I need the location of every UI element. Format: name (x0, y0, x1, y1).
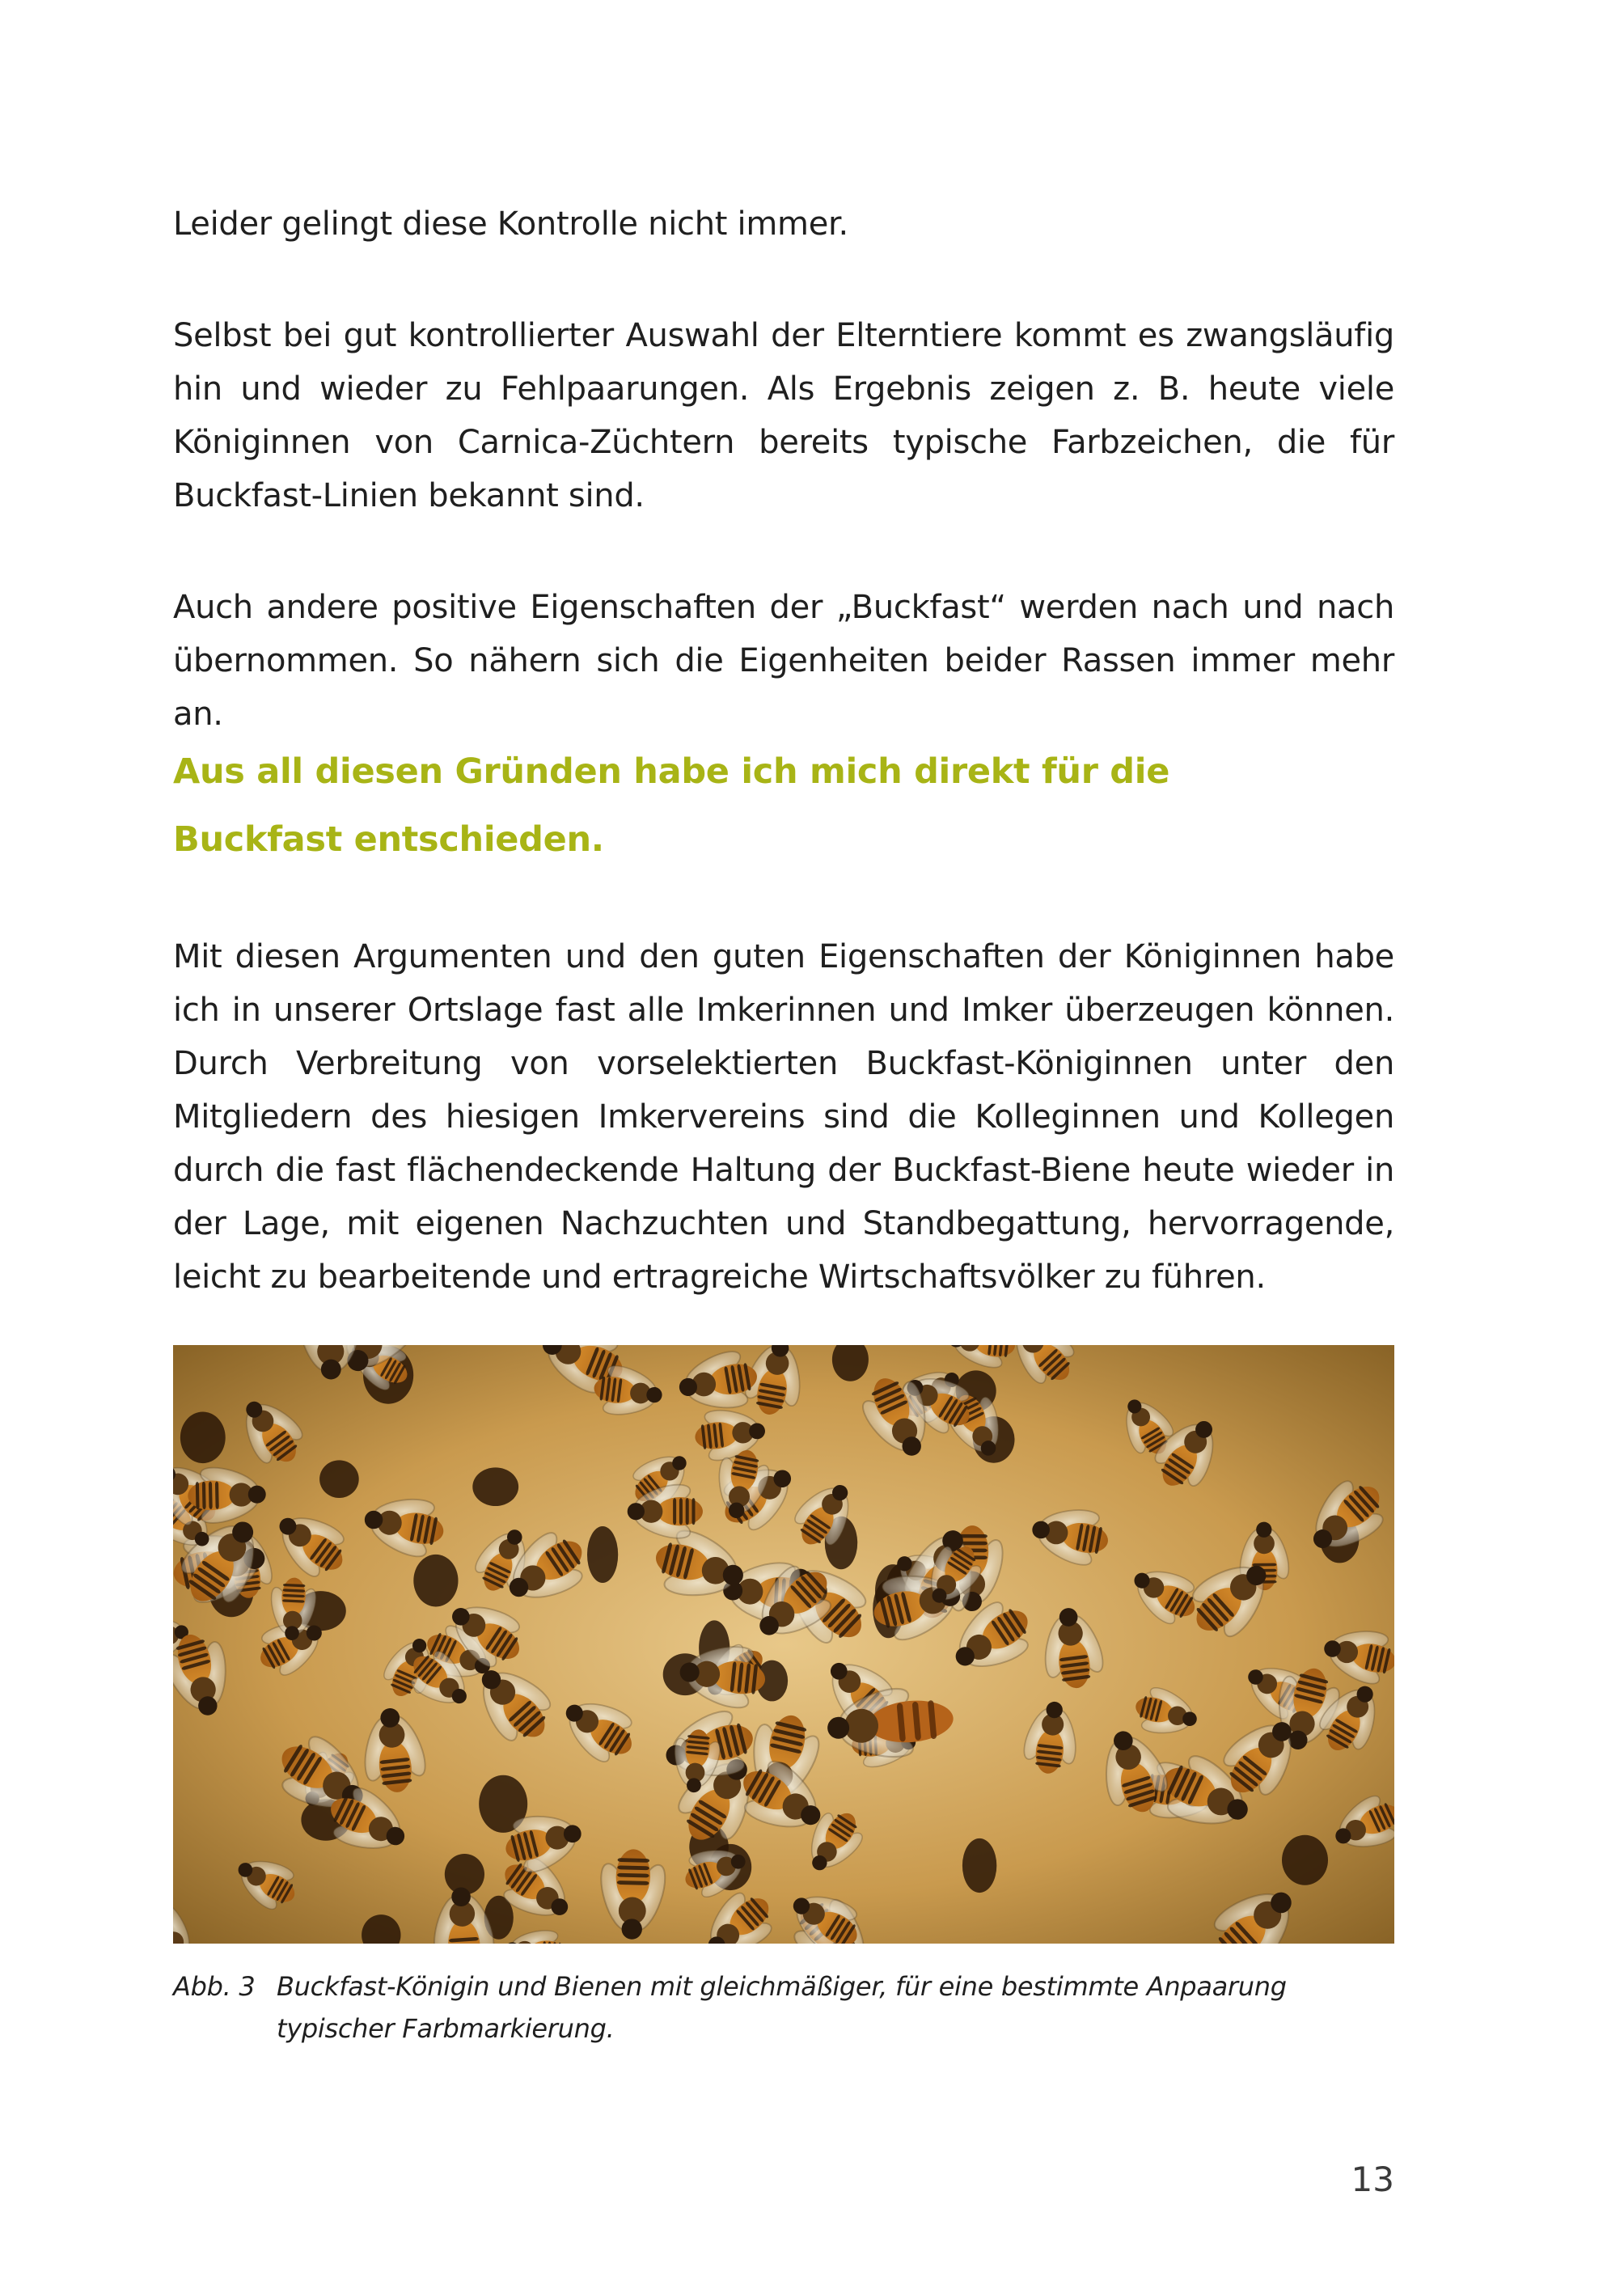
comb-cell (587, 1526, 618, 1583)
comb-cell (319, 1460, 359, 1498)
figure-label: Abb. 3 (173, 1971, 256, 2002)
comb-cell (180, 1412, 226, 1464)
paragraph-3-container (173, 581, 1394, 741)
bee-photo (173, 1345, 1394, 1944)
paragraph-2-container (173, 309, 1394, 522)
figure-caption-text: Buckfast-Königin und Bienen mit gleichmäßiger, für eine bestimmte Anpaarung typischer Farbmarkierung. (277, 1971, 1287, 2044)
paragraph-4: Mit diesen Argumenten und den guten Eigenschaften der Königinnen habe ich in unserer Ortslage fast alle Imkerinnen und Imker überzeugen können. Durch Verbreitung von vorselektierten Buckfast-Königinnen unter den Mitgliedern des hiesigen Imkervereins sind die Kolleginnen und Kollegen durch die fast flächendeckende Haltung der Buckfast-Biene heute wieder in der Lage, mit eigenen Nachzuchten und Standbegattung, hervorragende, leicht zu bearbeitende und ertragreiche Wirtschaftsvölker zu führen. (173, 938, 1394, 1296)
figure-caption (173, 1965, 1402, 2050)
highlight-statement (173, 738, 1394, 874)
paragraph-1: Leider gelingt diese Kontrolle nicht immer. (173, 205, 848, 243)
comb-cell (413, 1555, 458, 1607)
comb-cell (1282, 1835, 1328, 1885)
paragraph-2: Selbst bei gut kontrollierter Auswahl der Elterntiere kommt es zwangsläufig hin und wieder zu Fehlpaarungen. Als Ergebnis zeigen z. B. heute viele Königinnen von Carnica-Züchtern bereits typische Farbzeichen, die für Buckfast-Linien bekannt sind. (173, 317, 1394, 514)
comb-cell (472, 1467, 518, 1506)
highlight-line-1: Aus all diesen Gründen habe ich mich direkt für die (173, 751, 1170, 792)
paragraph-4-container (173, 930, 1394, 1304)
page-number: 13 (1351, 2160, 1394, 2199)
paragraph-3: Auch andere positive Eigenschaften der „Buckfast“ werden nach und nach übernommen. So nähern sich die Eigenheiten beider Rassen immer mehr an. (173, 589, 1394, 733)
comb-cell (962, 1838, 996, 1893)
highlight-line-2: Buckfast entschieden. (173, 819, 604, 860)
